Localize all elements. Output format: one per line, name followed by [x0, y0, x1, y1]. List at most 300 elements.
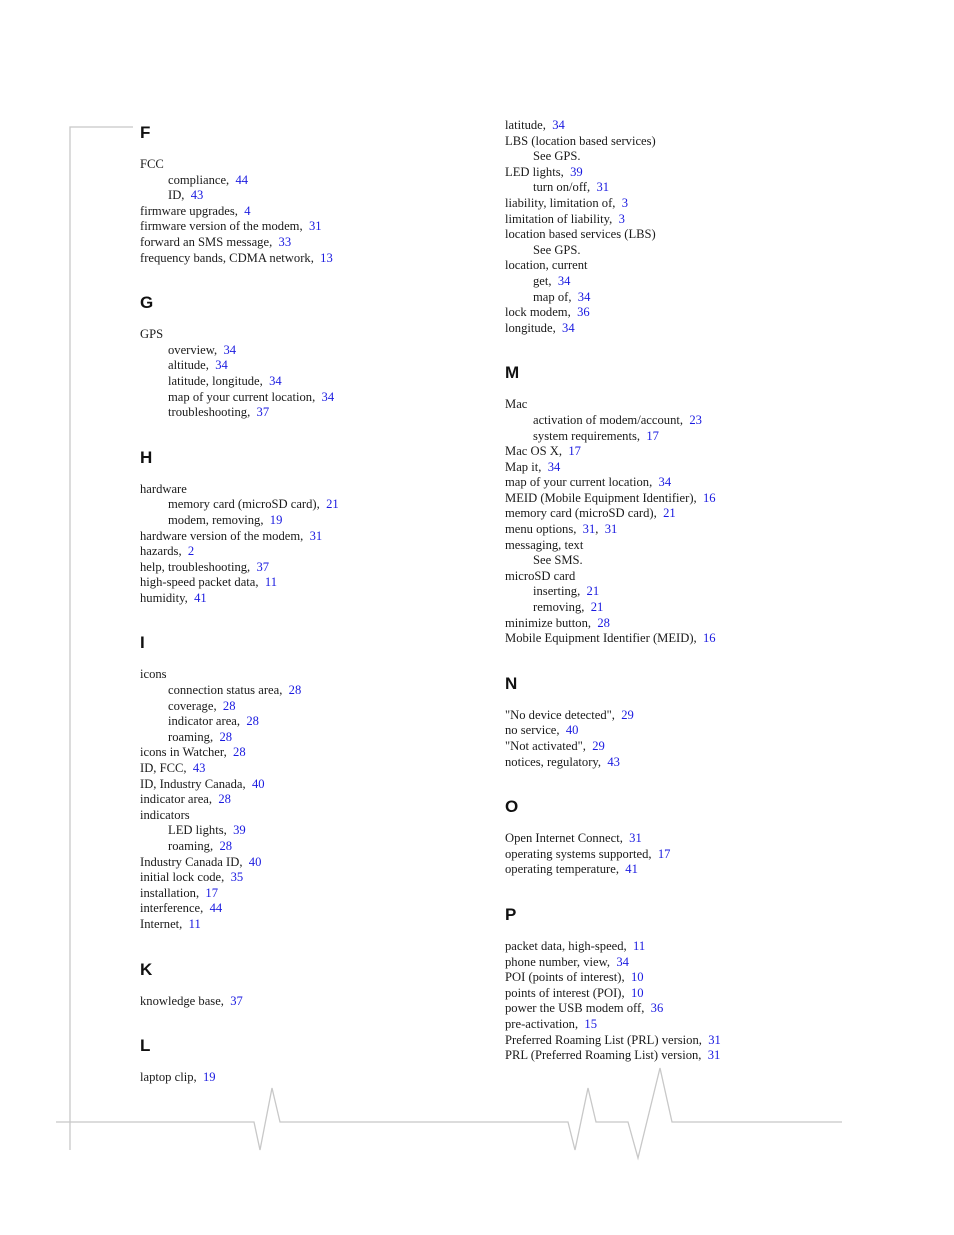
index-term: lock modem — [505, 305, 568, 320]
index-term: firmware version of the modem — [140, 219, 300, 234]
page-reference-link[interactable]: 41 — [194, 590, 207, 605]
page-separator: , — [581, 600, 591, 615]
section-spacer — [505, 770, 835, 792]
page-reference-link[interactable]: 28 — [233, 745, 246, 760]
index-entry — [140, 544, 470, 560]
index-subentry — [140, 513, 470, 529]
index-term: LED lights — [505, 164, 561, 179]
page-reference-link[interactable]: 21 — [326, 497, 339, 512]
page-separator: , — [615, 862, 626, 877]
page-separator: , — [609, 211, 619, 226]
index-entry — [505, 134, 835, 150]
page-separator: , — [223, 745, 234, 760]
page-separator: , — [641, 1001, 651, 1016]
page-reference-link[interactable]: 3 — [621, 195, 629, 210]
index-entry — [505, 708, 835, 724]
index-entry — [505, 506, 835, 522]
index-entry — [140, 994, 470, 1010]
page-reference-link[interactable]: 11 — [264, 575, 277, 590]
page-reference-link[interactable]: 31 — [629, 831, 642, 846]
page-separator: , — [205, 358, 216, 373]
heading-spacer — [505, 821, 835, 831]
page-reference-link[interactable]: 31 — [309, 528, 323, 543]
index-subentry — [140, 390, 470, 406]
page-separator: , — [679, 412, 690, 427]
page-reference-link[interactable]: 15 — [584, 1016, 597, 1031]
page-separator: , — [316, 497, 327, 512]
page-reference-link[interactable]: 10 — [630, 970, 644, 985]
index-term: map of your current location — [168, 389, 313, 404]
index-entry — [140, 1070, 470, 1086]
page-reference-link[interactable]: 28 — [288, 683, 302, 698]
page-reference-link[interactable]: 34 — [562, 320, 575, 335]
page-reference-link[interactable]: 33 — [278, 234, 292, 249]
page-reference-link[interactable]: 31 — [596, 180, 610, 195]
page-reference-link[interactable]: 41 — [625, 862, 638, 877]
index-term: messaging, text — [505, 537, 584, 552]
page-separator: , — [247, 405, 257, 420]
page-separator: , — [698, 1032, 709, 1047]
page-reference-link[interactable]: 34 — [577, 289, 591, 304]
page-separator: , — [255, 575, 265, 590]
page-separator: , — [220, 993, 231, 1008]
index-entry — [505, 569, 835, 585]
index-term: activation of modem/account — [533, 412, 680, 427]
page-reference-link[interactable]: 40 — [565, 723, 579, 738]
page-reference-link[interactable]: 44 — [235, 172, 249, 187]
page-reference-link[interactable]: 16 — [702, 490, 716, 505]
index-term: microSD card — [505, 568, 576, 583]
page-separator: , — [300, 528, 310, 543]
index-term: initial lock code — [140, 870, 222, 885]
index-term: inserting — [533, 584, 578, 599]
index-subentry — [140, 358, 470, 374]
index-term: PRL (Preferred Roaming List) version — [505, 1048, 699, 1063]
index-entry — [505, 258, 835, 274]
index-term: modem, removing — [168, 512, 261, 527]
heading-spacer — [505, 698, 835, 708]
index-term: LBS (location based services) — [505, 133, 656, 148]
index-entry — [505, 444, 835, 460]
index-term: high-speed packet data — [140, 575, 256, 590]
index-subentry — [140, 699, 470, 715]
page-separator: , — [223, 823, 234, 838]
page-separator: , — [623, 938, 633, 953]
page-separator: , — [573, 522, 583, 537]
index-entry — [140, 219, 470, 235]
page-reference-link[interactable]: 34 — [658, 475, 672, 490]
heading-spacer — [505, 929, 835, 939]
page-separator: , — [195, 885, 206, 900]
page-reference-link[interactable]: 40 — [251, 776, 265, 791]
index-subentry — [140, 343, 470, 359]
page-separator: , — [193, 1070, 203, 1085]
page-separator: , — [239, 854, 249, 869]
page-reference-link[interactable]: 28 — [222, 698, 236, 713]
page-reference-link[interactable]: 16 — [702, 631, 716, 646]
index-term: location, current — [505, 258, 588, 273]
page-separator: , — [221, 870, 231, 885]
index-entry — [140, 917, 470, 933]
index-term: forward an SMS message — [140, 234, 270, 249]
index-subentry — [140, 714, 470, 730]
page-separator: , — [209, 729, 220, 744]
page-separator: , — [259, 373, 270, 388]
index-entry — [505, 491, 835, 507]
index-term: ID — [168, 188, 182, 203]
index-entry — [140, 667, 470, 683]
page-reference-link[interactable]: 31 — [707, 1048, 721, 1063]
page-reference-link[interactable]: 35 — [230, 870, 244, 885]
page-separator: , — [236, 714, 247, 729]
index-entry — [505, 305, 835, 321]
heading-spacer — [505, 387, 835, 397]
index-entry — [505, 755, 835, 771]
section-spacer — [140, 266, 470, 288]
page-reference-link[interactable]: 31 — [708, 1032, 721, 1047]
page-reference-link[interactable]: 17 — [657, 846, 671, 861]
page-reference-link[interactable]: 43 — [190, 188, 204, 203]
page-reference-link[interactable]: 31 — [582, 522, 596, 537]
page-reference-link[interactable]: 23 — [689, 412, 702, 427]
page-separator: , — [214, 342, 224, 357]
index-entry — [505, 118, 835, 134]
index-term: Industry Canada ID — [140, 854, 240, 869]
page-reference-link[interactable]: 28 — [246, 714, 259, 729]
index-column-right — [505, 118, 835, 1064]
section-spacer — [140, 1009, 470, 1031]
index-term: ID, FCC — [140, 761, 184, 776]
index-subentry — [505, 584, 835, 600]
page-separator: , — [556, 723, 566, 738]
index-term: knowledge base — [140, 993, 221, 1008]
index-entry — [505, 1048, 835, 1064]
index-term: Map it — [505, 459, 539, 474]
index-entry — [140, 204, 470, 220]
page-separator: , — [597, 754, 608, 769]
page-reference-link[interactable]: 37 — [256, 405, 270, 420]
index-entry — [140, 777, 470, 793]
page-separator: , — [611, 707, 622, 722]
page-reference-link[interactable]: 17 — [205, 885, 219, 900]
page-separator: , — [209, 839, 220, 853]
page-separator: , — [606, 954, 617, 969]
index-subentry — [505, 429, 835, 445]
index-subentry — [140, 188, 470, 204]
index-term: coverage — [168, 698, 214, 713]
page-reference-link[interactable]: 37 — [256, 559, 270, 574]
index-term: LED lights — [168, 823, 224, 838]
index-subentry — [505, 290, 835, 306]
index-entry — [140, 235, 470, 251]
index-term: memory card (microSD card) — [168, 497, 317, 512]
index-entry — [505, 165, 835, 181]
index-entry — [505, 397, 835, 413]
page-separator: , — [558, 444, 569, 459]
page-separator: , — [260, 512, 270, 527]
frame-top-corner-line — [70, 127, 133, 1150]
index-entry — [505, 616, 835, 632]
page-separator: , — [693, 490, 703, 505]
index-term: turn on/off — [533, 180, 587, 195]
page-separator: , — [179, 916, 189, 931]
index-entry — [505, 955, 835, 971]
heading-spacer — [140, 147, 470, 157]
page-separator: , — [653, 506, 664, 521]
index-term: power the USB modem off — [505, 1001, 642, 1016]
heading-spacer — [140, 1060, 470, 1070]
index-term: frequency bands, CDMA network — [140, 250, 311, 265]
index-entry — [140, 157, 470, 173]
index-term: icons in Watcher — [140, 745, 224, 760]
page-reference-link[interactable]: 34 — [269, 373, 282, 388]
page-reference-link[interactable]: 36 — [577, 305, 590, 320]
index-term: Mac OS X — [505, 444, 559, 459]
page-separator: , — [649, 475, 659, 490]
section-spacer — [140, 606, 470, 628]
page-separator: , — [247, 559, 257, 574]
index-entry — [505, 321, 835, 337]
page-separator: , — [568, 289, 578, 304]
page-separator: , — [310, 250, 321, 265]
index-term: "No device detected" — [505, 707, 612, 722]
index-subentry — [140, 839, 470, 855]
index-entry — [140, 482, 470, 498]
page-reference-link[interactable]: 34 — [547, 459, 561, 474]
page-separator: , — [312, 389, 322, 404]
index-subentry — [505, 243, 835, 259]
page-separator: , — [183, 761, 193, 776]
index-term: notices, regulatory — [505, 754, 598, 769]
page-reference-link[interactable]: 13 — [320, 250, 333, 265]
index-term: no service — [505, 723, 557, 738]
index-entry — [505, 831, 835, 847]
index-term: icons — [140, 667, 167, 682]
page-reference-link[interactable]: 39 — [233, 823, 246, 838]
page-separator: , — [574, 1016, 585, 1031]
index-entry — [505, 1001, 835, 1017]
page-separator: , — [552, 320, 563, 335]
page-reference-link[interactable]: 43 — [607, 754, 620, 769]
section-spacer — [505, 878, 835, 900]
page-separator: , — [184, 590, 195, 605]
index-letter-heading: K — [140, 959, 153, 979]
index-entry — [140, 855, 470, 871]
page-separator: , — [648, 846, 658, 861]
heading-spacer — [140, 472, 470, 482]
page-reference-link[interactable]: 19 — [202, 1070, 216, 1085]
page-reference-link[interactable]: 28 — [219, 729, 233, 744]
index-entry — [140, 886, 470, 902]
index-term: limitation of liability — [505, 211, 610, 226]
page-separator: , — [548, 273, 558, 288]
index-subentry — [140, 730, 470, 746]
index-letter-heading: G — [140, 293, 154, 313]
page-reference-link[interactable]: 36 — [650, 1001, 664, 1016]
page-separator: , — [636, 428, 647, 443]
page-reference-link[interactable]: 10 — [630, 985, 644, 1000]
index-entry — [140, 761, 470, 777]
index-subentry — [140, 405, 470, 421]
index-term: latitude, longitude — [168, 373, 260, 388]
index-term: memory card (microSD card) — [505, 506, 654, 521]
page-reference-link[interactable]: 21 — [586, 584, 600, 599]
index-term: hazards — [140, 544, 179, 559]
page-reference-link[interactable]: 34 — [321, 389, 335, 404]
index-entry — [505, 939, 835, 955]
page-reference-link[interactable]: 34 — [616, 954, 629, 969]
index-term: ID, Industry Canada — [140, 776, 243, 791]
index-entry — [140, 745, 470, 761]
page-separator: , — [567, 305, 578, 320]
page-reference-link[interactable]: 29 — [592, 739, 605, 753]
page-separator: , — [200, 901, 210, 916]
index-subentry — [505, 600, 835, 616]
index-term: indicators — [140, 807, 190, 822]
index-letter-heading: M — [505, 363, 520, 383]
index-subentry — [140, 497, 470, 513]
page-reference-link[interactable]: 21 — [663, 506, 676, 521]
page-reference-link[interactable]: 43 — [192, 761, 206, 776]
index-subentry — [505, 274, 835, 290]
index-term: installation — [140, 885, 196, 900]
index-entry — [140, 591, 470, 607]
page-reference-link[interactable]: 39 — [570, 164, 583, 179]
index-term: indicator area — [168, 714, 237, 729]
index-subentry — [140, 374, 470, 390]
page-separator: , — [181, 188, 191, 203]
page-separator: , — [560, 164, 571, 179]
page-reference-link[interactable]: 3 — [618, 211, 625, 226]
page-separator: , — [242, 776, 252, 791]
index-term: phone number, view — [505, 954, 607, 969]
index-entry — [505, 227, 835, 243]
page-reference-link[interactable]: 29 — [621, 707, 634, 722]
index-term: connection status area — [168, 683, 280, 698]
page-reference-link[interactable]: 17 — [568, 444, 581, 459]
page-reference-link[interactable]: 28 — [218, 792, 231, 807]
index-entry — [140, 251, 470, 267]
index-letter-heading: N — [505, 673, 518, 693]
index-term: map of — [533, 289, 569, 304]
index-term: GPS — [140, 327, 164, 342]
page-reference-link[interactable]: 37 — [230, 993, 243, 1008]
index-subentry — [140, 683, 470, 699]
index-term: pre-activation — [505, 1016, 575, 1031]
index-entry — [140, 560, 470, 576]
page-separator: , — [208, 792, 219, 807]
index-term: operating systems supported — [505, 846, 649, 861]
index-term: menu options — [505, 522, 574, 537]
index-letter-heading: O — [505, 797, 519, 817]
page-separator: , — [213, 698, 223, 713]
heading-spacer — [140, 317, 470, 327]
page-reference-link[interactable]: 40 — [248, 854, 262, 869]
index-term: overview — [168, 342, 215, 357]
index-entry — [140, 575, 470, 591]
index-term: Mobile Equipment Identifier (MEID) — [505, 631, 694, 646]
index-entry — [505, 196, 835, 212]
index-term: troubleshooting — [168, 405, 248, 420]
index-term: compliance — [168, 172, 227, 187]
page-reference-link[interactable]: 2 — [187, 544, 195, 559]
index-subentry — [140, 823, 470, 839]
index-term: map of your current location — [505, 475, 650, 490]
index-subentry — [505, 413, 835, 429]
page-reference-link[interactable]: 31 — [308, 219, 322, 234]
page-reference-link[interactable]: 17 — [646, 428, 659, 443]
index-entry — [140, 901, 470, 917]
page-reference-link[interactable]: 4 — [244, 203, 251, 218]
index-entry — [140, 870, 470, 886]
index-entry — [505, 1033, 835, 1049]
section-spacer — [505, 647, 835, 669]
page-separator: , — [595, 522, 605, 537]
index-term: help, troubleshooting — [140, 559, 248, 574]
index-entry — [140, 792, 470, 808]
index-term: liability, limitation of — [505, 195, 613, 210]
page-reference-link[interactable]: 34 — [223, 342, 237, 357]
index-entry — [505, 862, 835, 878]
page-reference-link[interactable]: 11 — [633, 938, 646, 953]
page-reference-link[interactable]: 44 — [209, 901, 223, 916]
page-separator: , — [621, 985, 631, 1000]
page-reference-link[interactable]: 28 — [219, 839, 233, 853]
page-reference-link[interactable]: 31 — [604, 522, 618, 537]
page-reference-link[interactable]: 34 — [557, 273, 571, 288]
index-subentry — [140, 173, 470, 189]
index-entry — [505, 460, 835, 476]
page-separator: , — [693, 631, 703, 646]
index-term: roaming — [168, 729, 210, 744]
index-term: See GPS. — [533, 149, 581, 164]
index-term: system requirements — [533, 428, 637, 443]
index-column-left — [140, 118, 470, 1086]
index-subentry — [505, 149, 835, 165]
index-letter-heading: L — [140, 1036, 151, 1056]
page-separator: , — [542, 118, 553, 132]
index-entry — [505, 970, 835, 986]
page-separator: , — [621, 970, 631, 985]
index-entry — [140, 327, 470, 343]
page-reference-link[interactable]: 34 — [552, 118, 565, 132]
index-term: packet data, high-speed — [505, 938, 624, 953]
page-separator: , — [538, 459, 548, 474]
page-reference-link[interactable]: 21 — [590, 600, 604, 615]
heading-spacer — [140, 984, 470, 994]
index-subentry — [505, 180, 835, 196]
index-term: roaming — [168, 839, 210, 853]
index-term: FCC — [140, 157, 164, 171]
page-reference-link[interactable]: 19 — [269, 512, 283, 527]
index-term: hardware — [140, 481, 187, 496]
index-term: firmware upgrades — [140, 203, 235, 218]
page-separator: , — [234, 203, 245, 218]
index-term: MEID (Mobile Equipment Identifier) — [505, 490, 694, 505]
index-entry — [505, 538, 835, 554]
page-reference-link[interactable]: 34 — [215, 358, 228, 373]
index-term: operating temperature — [505, 862, 616, 877]
page-reference-link[interactable]: 28 — [597, 615, 610, 630]
page-separator: , — [279, 683, 289, 698]
index-letter-heading: I — [140, 633, 145, 653]
index-term: laptop clip — [140, 1070, 194, 1085]
page-reference-link[interactable]: 11 — [188, 916, 201, 931]
index-term: hardware version of the modem — [140, 528, 301, 543]
index-term: get — [533, 273, 549, 288]
index-term: Open Internet Connect — [505, 831, 620, 846]
index-entry — [505, 739, 835, 755]
